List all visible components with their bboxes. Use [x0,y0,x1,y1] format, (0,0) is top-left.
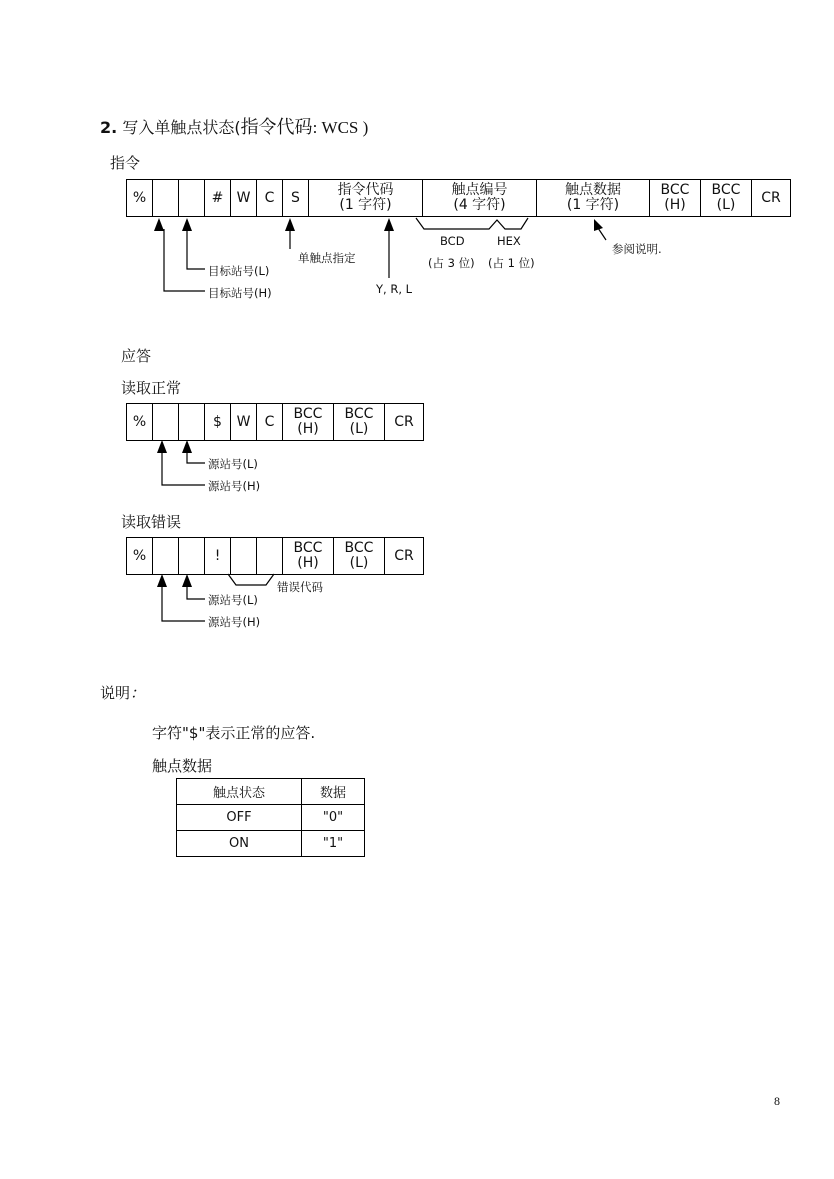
frame-cell-line1: 触点编号 [451,182,508,198]
section-title-cmd-label: 指令代码 [240,117,313,138]
contact-data-table [176,778,365,857]
frame-cell-line1: BCC [660,182,690,198]
frame-cell-line1: CR [761,189,781,206]
table-cell: "1" [302,831,365,857]
arrow-dest-h-icon [154,218,164,231]
explanation-heading-colon: ： [130,684,146,702]
table-cell: ON [177,831,302,857]
table-header-cell: 数据 [302,779,365,805]
table-cell: "0" [302,805,365,831]
normal-src-l-label: 源站号(L) [208,457,258,471]
table-header-cell: 触点状态 [177,779,302,805]
page-number: 8 [774,1094,780,1108]
frame-cell-line1: C [264,413,275,430]
frame-cell-line2: (L) [349,421,369,437]
error-src-l-label: 源站号(L) [208,593,258,607]
frame-cell-line1: C [264,189,275,206]
line-see-note [598,228,606,240]
explanation-heading-text: 说明 [100,684,131,702]
explanation-heading [100,682,145,703]
section-title-text: 写入单触点状态( [122,118,241,137]
frame-cell-line1: $ [213,413,222,430]
brace-bcd-hex [416,218,528,229]
section-title-cmd-code: : WCS ) [312,118,369,137]
frame-cell-line1: S [291,189,300,206]
frame-cell-line2: (L) [716,197,736,213]
frame-cell-line1: % [132,547,147,564]
line-error-src-h [162,585,205,621]
frame-cell-line1: W [236,189,251,206]
yrl-label: Y, R, L [376,282,413,296]
bcd-note: (占 3 位) [428,256,475,270]
see-note-label: 参阅说明. [612,242,662,256]
error-src-h-label: 源站号(H) [208,615,261,629]
line-normal-src-h [162,451,205,485]
frame-cell-line2: (1 字符) [566,197,620,213]
table-row [177,831,365,857]
frame-cell-line2: (H) [297,421,319,437]
error-code-label: 错误代码 [277,580,323,594]
frame-cell-line2: (H) [297,555,319,571]
frame-cell-line2: (4 字符) [453,197,506,213]
explanation-text: 字符"$"表示正常的应答. [152,724,316,742]
error-read-heading: 读取错误 [121,513,182,531]
frame-cell-line1: BCC [711,182,741,198]
frame-cell-line1: W [236,413,251,430]
frame-cell-line1: BCC [344,406,374,422]
frame-cell-line2: (1 字符) [339,197,392,213]
frame-cell-line2: (H) [664,197,686,213]
normal-read-heading: 读取正常 [121,379,182,397]
frame-cell-line1: % [132,413,147,430]
line-error-src-l [187,585,205,599]
section-number: 2. [100,118,118,137]
command-heading: 指令 [110,154,141,172]
contact-data-heading: 触点数据 [152,757,213,775]
dest-station-l-label: 目标站号(L) [208,264,270,278]
frame-cell-line1: CR [394,547,414,564]
frame-cell-line1: CR [394,413,414,430]
frame-cell-line1: ! [214,547,221,564]
frame-cell-line1: BCC [293,540,323,556]
hex-note: (占 1 位) [488,256,535,270]
hex-label: HEX [497,234,521,248]
frame-cell-line2: (L) [349,555,369,571]
normal-src-h-label: 源站号(H) [208,479,261,493]
frame-cell-line1: % [132,189,147,206]
frame-cell-line1: 触点数据 [565,182,621,198]
frame-cell-line1: BCC [344,540,374,556]
response-heading: 应答 [121,347,152,365]
table-row [177,805,365,831]
frame-cell-line1: # [211,189,224,206]
line-dest-h [164,229,205,291]
brace-error-code [228,574,274,585]
single-contact-label: 单触点指定 [298,251,356,265]
dest-station-h-label: 目标站号(H) [208,286,272,300]
line-dest-l [187,229,205,269]
frame-cell-line1: 指令代码 [337,182,394,198]
frame-cell-line1: BCC [293,406,323,422]
bcd-label: BCD [440,234,465,248]
table-header-row [177,779,365,805]
table-cell: OFF [177,805,302,831]
